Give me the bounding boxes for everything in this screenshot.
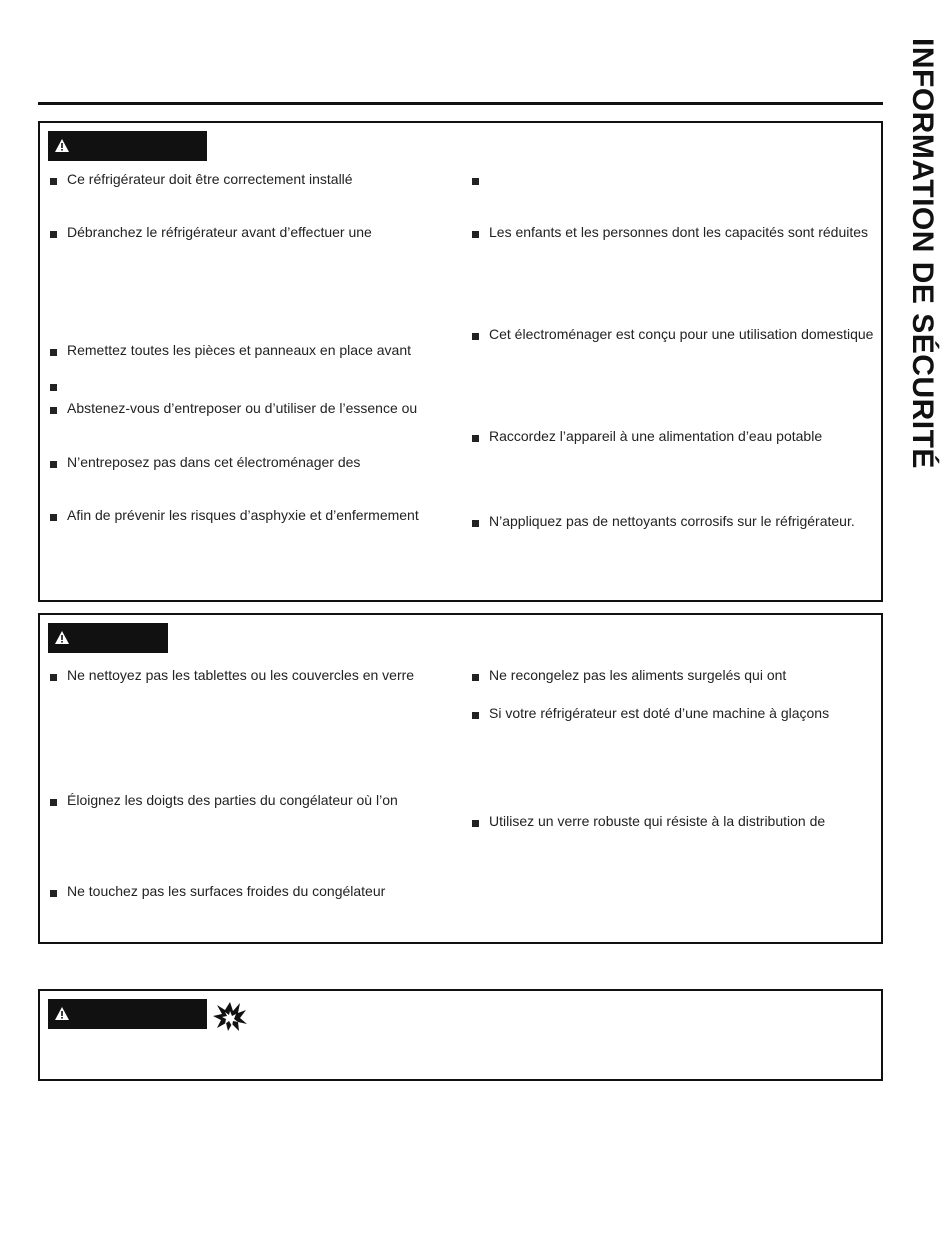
warning-triangle-icon: [55, 139, 69, 152]
warning-right-item-2: Les enfants et les personnes dont les capacités sont réduites: [489, 224, 869, 240]
warning-left-item-7: Afin de prévenir les risques d’asphyxie et d’enfermement: [67, 507, 419, 523]
caution-right-item-2: Si votre réfrigérateur est doté d’une machine à glaçons: [489, 705, 830, 721]
bullet-icon: [472, 231, 479, 238]
warning-badge: [48, 131, 207, 161]
caution-badge: [48, 623, 168, 653]
bullet-icon: [50, 178, 57, 185]
bullet-icon: [50, 461, 57, 468]
bullet-icon: [472, 178, 479, 185]
explosion-hazard-icon: [213, 1000, 247, 1032]
warning-left-item-3: Remettez toutes les pièces et panneaux en place avant: [67, 342, 411, 358]
bullet-icon: [50, 514, 57, 521]
caution-left-item-2: Éloignez les doigts des parties du congélateur où l’on: [67, 792, 398, 808]
caution-left-item-3: Ne touchez pas les surfaces froides du congélateur: [67, 883, 386, 899]
warning-triangle-icon: [55, 631, 69, 644]
warning-box: [38, 121, 883, 602]
caution-box: [38, 613, 883, 944]
warning-left-item-2: Débranchez le réfrigérateur avant d’effectuer une: [67, 224, 372, 240]
bullet-icon: [50, 674, 57, 681]
bullet-icon: [50, 407, 57, 414]
warning-right-item-5: N’appliquez pas de nettoyants corrosifs sur le réfrigérateur.: [489, 513, 855, 529]
caution-right-item-3: Utilisez un verre robuste qui résiste à la distribution de: [489, 813, 826, 829]
warning-left-item-6: N’entreposez pas dans cet électroménager des: [67, 454, 361, 470]
explosion-warning-box: [38, 989, 883, 1081]
side-section-title: INFORMATION DE SÉCURITÉ: [906, 38, 939, 469]
bullet-icon: [50, 231, 57, 238]
explosion-warning-badge: [48, 999, 207, 1029]
warning-left-item-5: Abstenez-vous d’entreposer ou d’utiliser de l’essence ou: [67, 400, 418, 416]
bullet-icon: [50, 349, 57, 356]
bullet-icon: [50, 799, 57, 806]
caution-left-item-1: Ne nettoyez pas les tablettes ou les couvercles en verre: [67, 667, 415, 683]
bullet-icon: [472, 333, 479, 340]
bullet-icon: [50, 384, 57, 391]
bullet-icon: [472, 435, 479, 442]
bullet-icon: [472, 520, 479, 527]
bullet-icon: [472, 712, 479, 719]
caution-right-item-1: Ne recongelez pas les aliments surgelés qui ont: [489, 667, 787, 683]
header-rule: [38, 102, 883, 105]
warning-right-item-4: Raccordez l’appareil à une alimentation d’eau potable: [489, 428, 823, 444]
bullet-icon: [472, 820, 479, 827]
warning-right-item-3: Cet électroménager est conçu pour une utilisation domestique: [489, 326, 874, 342]
bullet-icon: [472, 674, 479, 681]
bullet-icon: [50, 890, 57, 897]
warning-left-item-1: Ce réfrigérateur doit être correctement installé: [67, 171, 353, 187]
warning-triangle-icon: [55, 1007, 69, 1020]
